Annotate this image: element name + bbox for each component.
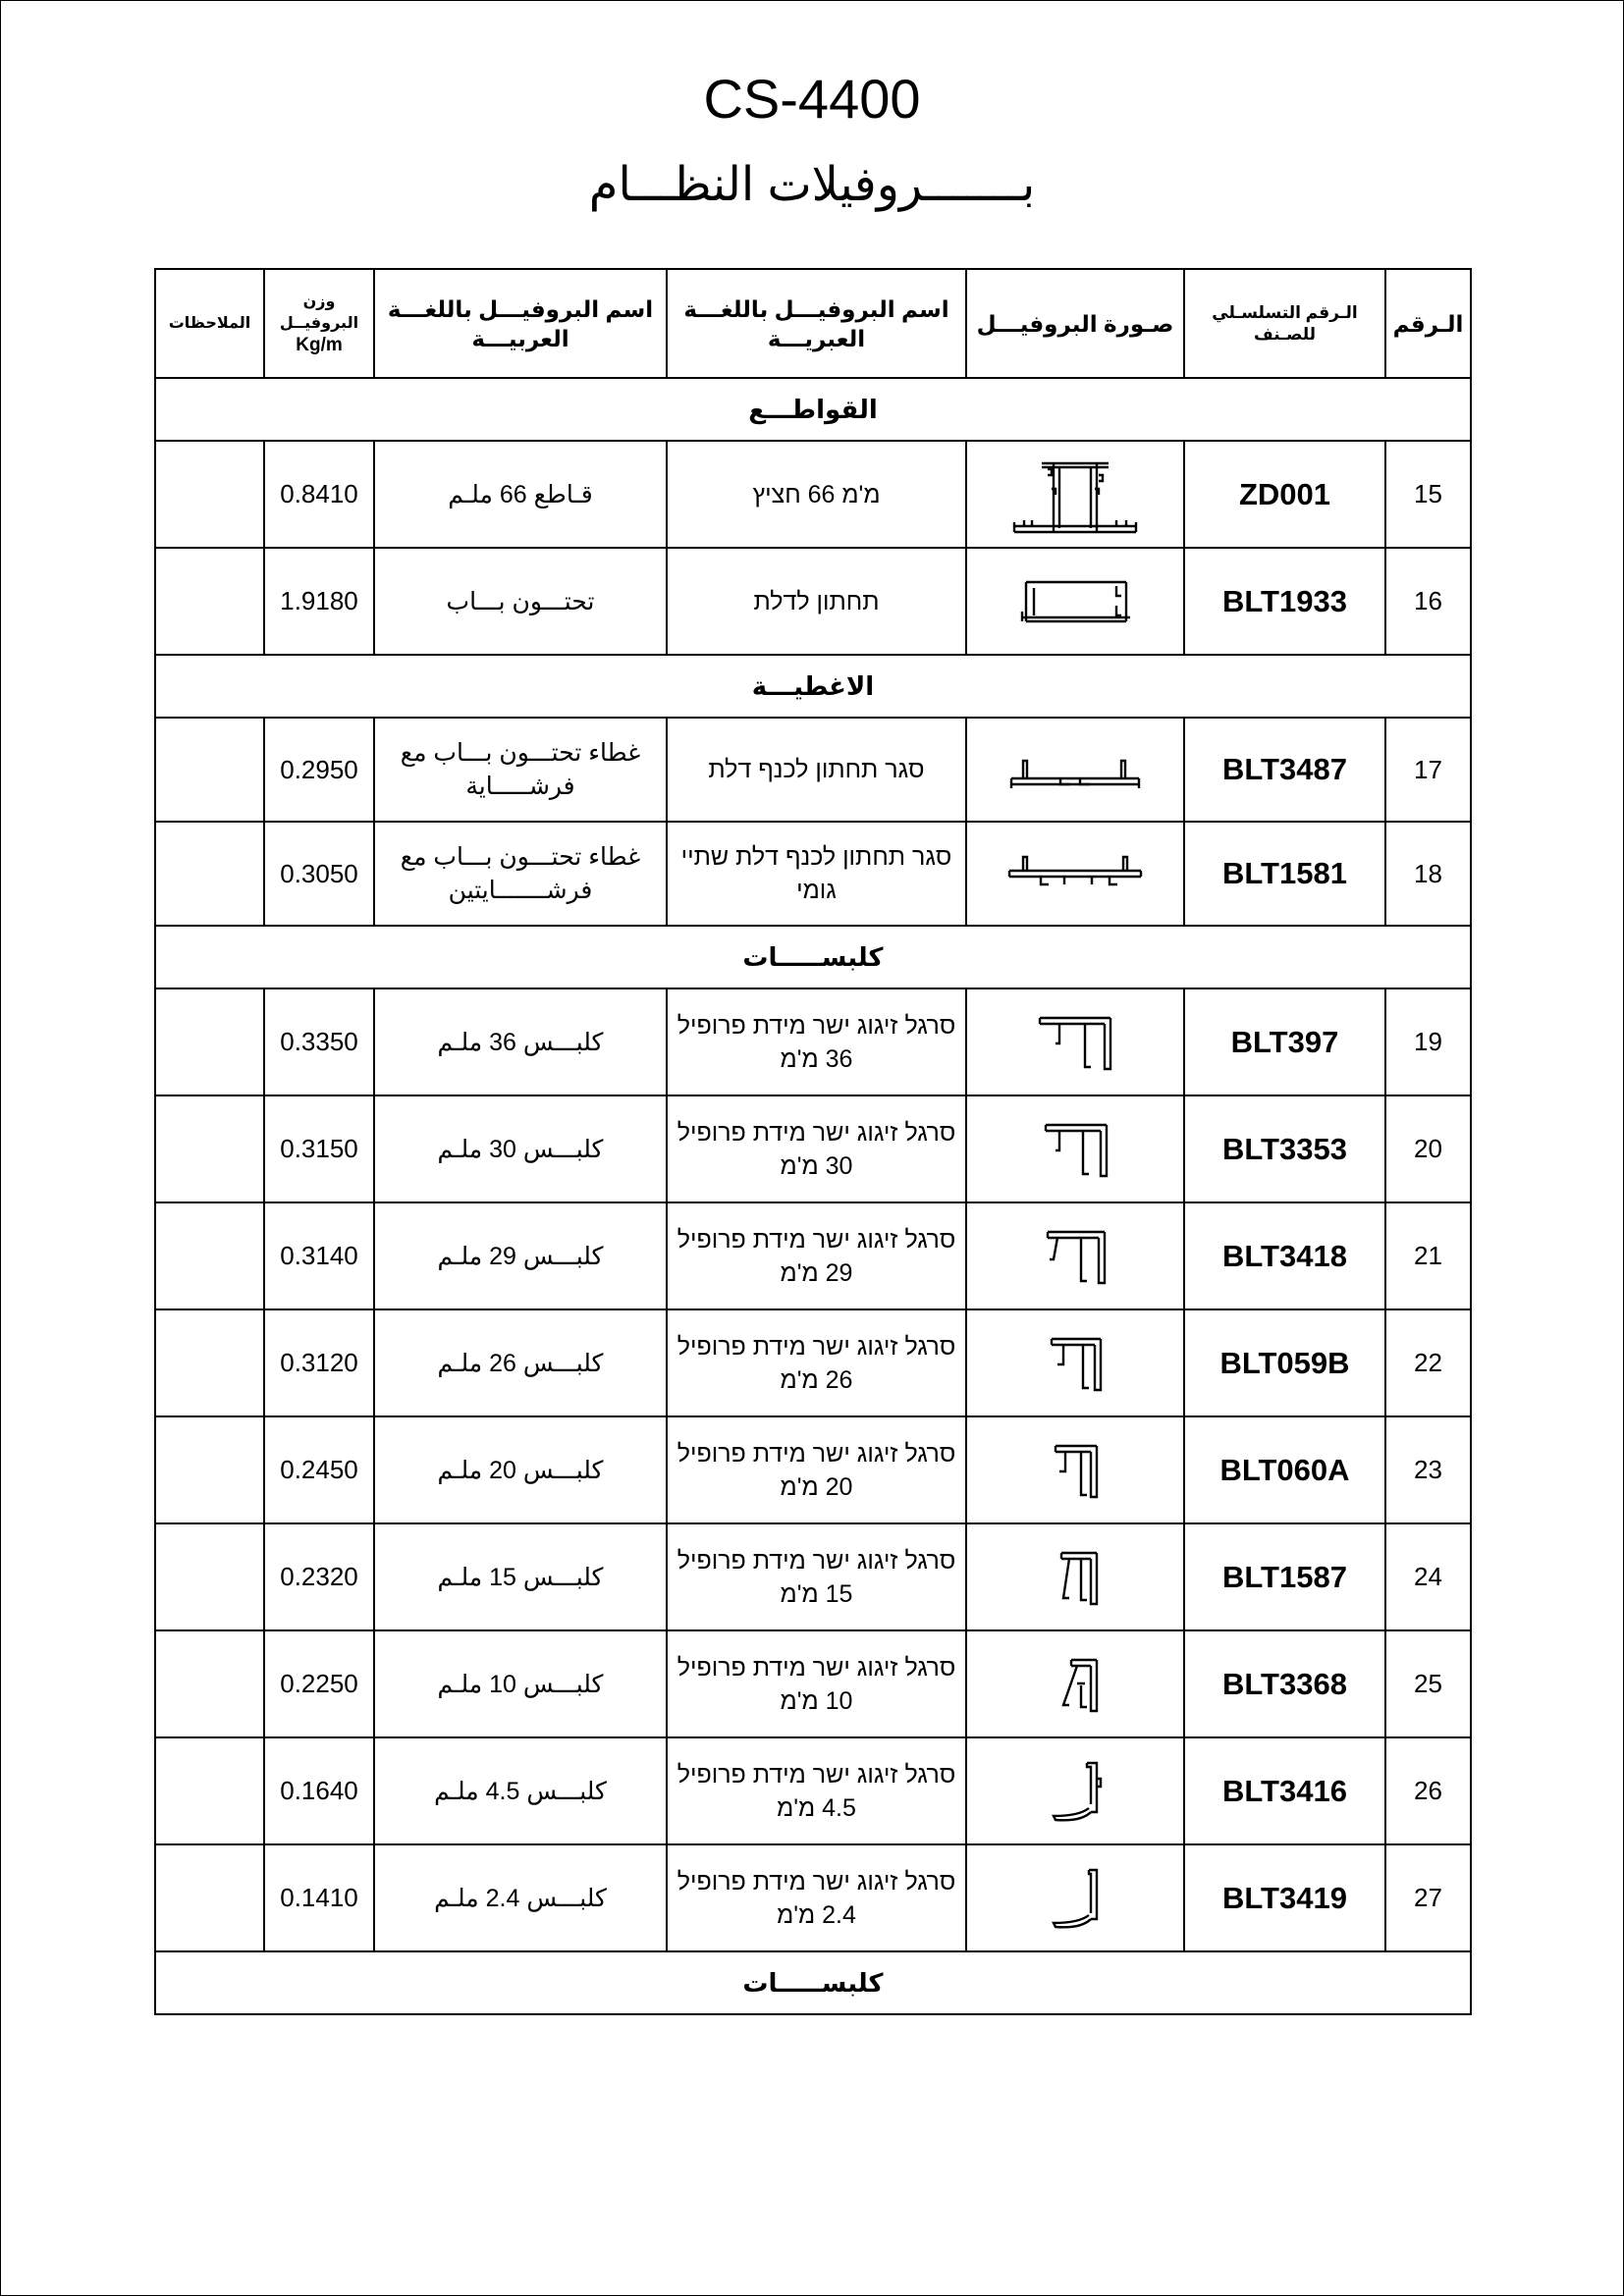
header-weight-unit: Kg/m <box>296 334 343 355</box>
row-index: 21 <box>1385 1202 1471 1309</box>
threshold-cover-two-brush-profile-icon <box>1001 849 1149 898</box>
table-row <box>155 1309 1471 1416</box>
row-weight: 0.3050 <box>264 822 374 926</box>
glazing-bead-30-profile-icon <box>1026 1115 1124 1184</box>
header-name-arabic: اسم البروفيـــل باللغـــة العربيـــة <box>374 269 667 378</box>
row-name-arabic: غطاء تحتـــون بـــاب مع فرشـــــــايتين <box>374 822 667 926</box>
row-notes <box>155 1737 264 1844</box>
table-row <box>155 718 1471 822</box>
section-row <box>155 1951 1471 2014</box>
row-name-arabic: كلبـــس 26 ملـم <box>374 1309 667 1416</box>
row-code: BLT3353 <box>1184 1095 1385 1202</box>
row-name-hebrew: סרגל זיגוג ישר מידת פרופיל 36 מ'מ <box>667 988 966 1095</box>
row-weight: 1.9180 <box>264 548 374 655</box>
row-name-arabic: كلبـــس 36 ملـم <box>374 988 667 1095</box>
row-index: 18 <box>1385 822 1471 926</box>
document-title: CS-4400 <box>703 68 921 130</box>
row-name-hebrew: סרגל זיגוג ישר מידת פרופיל 26 מ'מ <box>667 1309 966 1416</box>
header-weight <box>264 269 374 378</box>
row-index: 26 <box>1385 1737 1471 1844</box>
row-image <box>966 988 1184 1095</box>
row-weight: 0.8410 <box>264 441 374 548</box>
row-code: BLT3419 <box>1184 1844 1385 1951</box>
glazing-bead-36-profile-icon <box>1026 1008 1124 1077</box>
row-notes <box>155 1309 264 1416</box>
row-notes <box>155 1523 264 1630</box>
row-notes <box>155 441 264 548</box>
row-code: BLT3418 <box>1184 1202 1385 1309</box>
table-row <box>155 822 1471 926</box>
row-name-arabic: كلبـــس 15 ملـم <box>374 1523 667 1630</box>
row-notes <box>155 822 264 926</box>
header-serial: الـرقم التسلسـلي للصـنف <box>1184 269 1385 378</box>
row-weight: 0.3140 <box>264 1202 374 1309</box>
table-row <box>155 988 1471 1095</box>
row-code: BLT3368 <box>1184 1630 1385 1737</box>
section-title-clips: كلبســـــات <box>155 926 1471 988</box>
section-title-covers: الاغطيـــة <box>155 655 1471 718</box>
table-row <box>155 1416 1471 1523</box>
table-row <box>155 1095 1471 1202</box>
row-weight: 0.3120 <box>264 1309 374 1416</box>
row-weight: 0.2320 <box>264 1523 374 1630</box>
threshold-cover-brush-profile-icon <box>1001 745 1149 794</box>
row-weight: 0.3350 <box>264 988 374 1095</box>
row-index: 16 <box>1385 548 1471 655</box>
row-index: 25 <box>1385 1630 1471 1737</box>
row-code: BLT3416 <box>1184 1737 1385 1844</box>
table-row <box>155 1844 1471 1951</box>
row-index: 19 <box>1385 988 1471 1095</box>
glazing-bead-26-profile-icon <box>1026 1329 1124 1398</box>
header-index: الـرقم <box>1385 269 1471 378</box>
row-weight: 0.2450 <box>264 1416 374 1523</box>
row-name-arabic: كلبـــس 4.5 ملـم <box>374 1737 667 1844</box>
glazing-bead-2-4-profile-icon <box>1026 1864 1124 1933</box>
profiles-table <box>154 268 1472 2015</box>
row-weight: 0.1640 <box>264 1737 374 1844</box>
section-row <box>155 655 1471 718</box>
table-row <box>155 548 1471 655</box>
row-image <box>966 1095 1184 1202</box>
door-threshold-profile-icon <box>1006 572 1144 631</box>
row-weight: 0.2950 <box>264 718 374 822</box>
row-code: BLT1587 <box>1184 1523 1385 1630</box>
header-notes: الملاحظات <box>155 269 264 378</box>
row-name-arabic: كلبـــس 30 ملـم <box>374 1095 667 1202</box>
row-name-arabic: كلبـــس 29 ملـم <box>374 1202 667 1309</box>
row-index: 27 <box>1385 1844 1471 1951</box>
row-index: 22 <box>1385 1309 1471 1416</box>
table-row <box>155 1202 1471 1309</box>
row-image <box>966 441 1184 548</box>
section-title-clips-continued: كلبســـــات <box>155 1951 1471 2014</box>
row-name-hebrew: סרגל זיגוג ישר מידת פרופיל 30 מ'מ <box>667 1095 966 1202</box>
table-header-row <box>155 269 1471 378</box>
row-name-arabic: غطاء تحتـــون بـــاب مع فرشـــــاية <box>374 718 667 822</box>
table-row <box>155 1630 1471 1737</box>
row-notes <box>155 1202 264 1309</box>
table-row <box>155 1737 1471 1844</box>
glazing-bead-20-profile-icon <box>1026 1436 1124 1505</box>
row-code: BLT3487 <box>1184 718 1385 822</box>
row-weight: 0.1410 <box>264 1844 374 1951</box>
row-image <box>966 1523 1184 1630</box>
row-notes <box>155 718 264 822</box>
row-name-arabic: تحتـــون بـــاب <box>374 548 667 655</box>
row-notes <box>155 548 264 655</box>
row-name-hebrew: סגר תחתון לכנף דלת <box>667 718 966 822</box>
row-name-hebrew: סרגל זיגוג ישר מידת פרופיל 2.4 מ'מ <box>667 1844 966 1951</box>
row-notes <box>155 1416 264 1523</box>
row-index: 17 <box>1385 718 1471 822</box>
row-image <box>966 822 1184 926</box>
row-code: BLT1933 <box>1184 548 1385 655</box>
row-code: BLT060A <box>1184 1416 1385 1523</box>
document-subtitle: بـــــــروفيلات النظـــام <box>588 159 1036 211</box>
row-name-arabic: كلبـــس 10 ملـم <box>374 1630 667 1737</box>
partition-66-profile-icon <box>1006 450 1144 540</box>
glazing-bead-15-profile-icon <box>1026 1543 1124 1612</box>
table-row <box>155 441 1471 548</box>
row-code: ZD001 <box>1184 441 1385 548</box>
section-row <box>155 926 1471 988</box>
row-weight: 0.2250 <box>264 1630 374 1737</box>
row-name-hebrew: מ'מ 66 חציץ <box>667 441 966 548</box>
row-name-arabic: كلبـــس 20 ملـم <box>374 1416 667 1523</box>
glazing-bead-4-5-profile-icon <box>1026 1757 1124 1826</box>
row-name-hebrew: סרגל זיגוג ישר מידת פרופיל 15 מ'מ <box>667 1523 966 1630</box>
glazing-bead-29-profile-icon <box>1026 1222 1124 1291</box>
row-notes <box>155 1844 264 1951</box>
glazing-bead-10-profile-icon <box>1026 1650 1124 1719</box>
row-index: 23 <box>1385 1416 1471 1523</box>
header-weight-line1: وزن <box>302 293 336 310</box>
row-notes <box>155 1095 264 1202</box>
row-image <box>966 1202 1184 1309</box>
row-code: BLT1581 <box>1184 822 1385 926</box>
row-name-hebrew: סרגל זיגוג ישר מידת פרופיל 29 מ'מ <box>667 1202 966 1309</box>
row-name-arabic: قـاطع 66 ملـم <box>374 441 667 548</box>
row-name-hebrew: סרגל זיגוג ישר מידת פרופיל 4.5 מ'מ <box>667 1737 966 1844</box>
header-weight-line2: البروفيــل <box>279 314 359 332</box>
row-image <box>966 1416 1184 1523</box>
row-name-hebrew: סרגל זיגוג ישר מידת פרופיל 20 מ'מ <box>667 1416 966 1523</box>
row-index: 15 <box>1385 441 1471 548</box>
row-image <box>966 1844 1184 1951</box>
row-weight: 0.3150 <box>264 1095 374 1202</box>
section-row <box>155 378 1471 441</box>
section-title-partitions: القواطـــع <box>155 378 1471 441</box>
row-name-hebrew: סרגל זיגוג ישר מידת פרופיל 10 מ'מ <box>667 1630 966 1737</box>
row-name-hebrew: תחתון לדלת <box>667 548 966 655</box>
row-code: BLT397 <box>1184 988 1385 1095</box>
table-row <box>155 1523 1471 1630</box>
header-image: صـورة البروفيـــل <box>966 269 1184 378</box>
row-index: 20 <box>1385 1095 1471 1202</box>
header-name-hebrew: اسم البروفيـــل باللغـــة العبريـــة <box>667 269 966 378</box>
row-name-arabic: كلبـــس 2.4 ملـم <box>374 1844 667 1951</box>
row-notes <box>155 988 264 1095</box>
row-image <box>966 1309 1184 1416</box>
row-index: 24 <box>1385 1523 1471 1630</box>
row-image <box>966 1737 1184 1844</box>
row-code: BLT059B <box>1184 1309 1385 1416</box>
row-notes <box>155 1630 264 1737</box>
row-image <box>966 1630 1184 1737</box>
row-image <box>966 548 1184 655</box>
row-image <box>966 718 1184 822</box>
row-name-hebrew: סגר תחתון לכנף דלת שתיי גומי <box>667 822 966 926</box>
